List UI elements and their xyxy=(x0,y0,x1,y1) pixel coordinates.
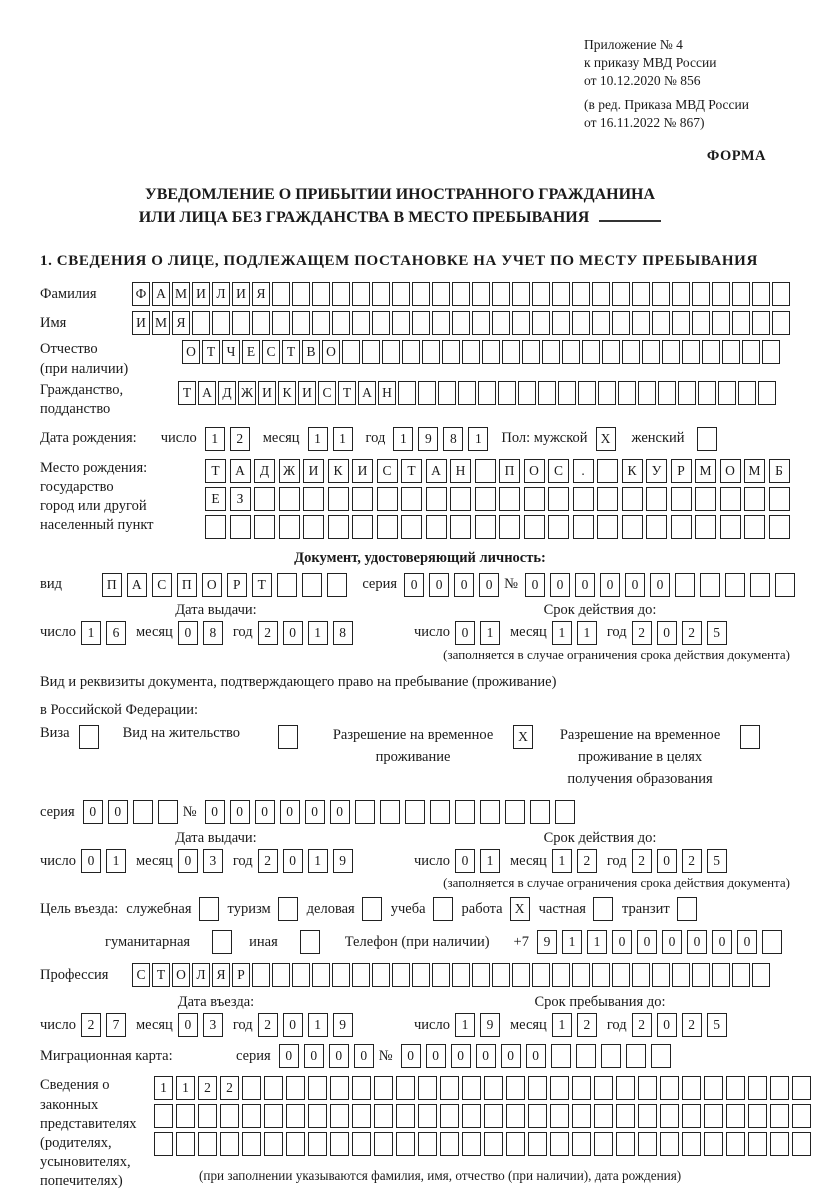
edition-line: (в ред. Приказа МВД России xyxy=(584,96,749,112)
residence-expiry-year[interactable]: 2 0 2 5 xyxy=(632,849,732,873)
identity-issue-month[interactable]: 0 8 xyxy=(178,621,228,645)
purpose-official-label: служебная xyxy=(126,900,192,917)
residence-permit-checkbox[interactable] xyxy=(278,725,298,749)
purpose-tourism-checkbox[interactable] xyxy=(278,897,298,921)
visit-purpose-row-2 xyxy=(105,930,800,954)
representatives-label: попечителях) xyxy=(40,1173,123,1190)
purpose-work-checkbox[interactable]: X xyxy=(510,897,530,921)
birth-place-cells-3[interactable] xyxy=(205,515,793,539)
residence-expiry-day[interactable]: 0 1 xyxy=(455,849,505,873)
edition-line: от 16.11.2022 № 867) xyxy=(584,114,705,130)
day-label: число xyxy=(40,1016,76,1033)
sex-male-checkbox[interactable]: X xyxy=(596,427,616,451)
identity-dates-row xyxy=(40,602,800,645)
sex-female-label: женский xyxy=(631,430,685,447)
residence-issue-day[interactable]: 0 1 xyxy=(81,849,131,873)
purpose-other xyxy=(249,930,320,954)
birth-place-row xyxy=(40,459,800,543)
purpose-transit-checkbox[interactable] xyxy=(677,897,697,921)
patronymic-row xyxy=(40,340,800,378)
purpose-work-label: работа xyxy=(461,900,503,917)
identity-series-cells[interactable]: 0 0 0 0 xyxy=(404,573,504,597)
stay-year[interactable]: 2 0 2 5 xyxy=(632,1013,732,1037)
birth-day-cells[interactable]: 1 2 xyxy=(205,427,255,451)
representatives-cells-3[interactable] xyxy=(154,1132,814,1156)
entry-date-heading: Дата въезда: xyxy=(177,994,255,1011)
day-label: число xyxy=(40,624,76,641)
appendix-line: от 10.12.2020 № 856 xyxy=(584,73,701,89)
year-label: год xyxy=(232,624,253,641)
surname-cells[interactable]: Ф А М И Л И Я xyxy=(132,282,792,306)
purpose-humanitarian xyxy=(105,930,232,954)
given-name-row xyxy=(40,311,800,335)
migration-number-label: № xyxy=(378,1047,393,1064)
birth-year-cells[interactable]: 1 9 8 1 xyxy=(393,427,493,451)
purpose-study xyxy=(391,897,453,921)
residence-number-cells[interactable]: 0 0 0 0 0 0 xyxy=(205,800,580,824)
purpose-work xyxy=(462,897,530,921)
identity-type-row xyxy=(40,573,800,597)
phone-cells[interactable]: 9 1 1 0 0 0 0 0 0 xyxy=(537,930,787,954)
identity-expiry-month[interactable]: 1 1 xyxy=(552,621,602,645)
title-line2: ИЛИ ЛИЦА БЕЗ ГРАЖДАНСТВА В МЕСТО ПРЕБЫВАНИЯ xyxy=(138,209,590,227)
birth-place-cells-2[interactable]: Е З xyxy=(205,487,793,511)
phone-prefix: +7 xyxy=(513,933,529,950)
sex-female-checkbox[interactable] xyxy=(697,427,717,451)
representatives-row xyxy=(40,1076,800,1191)
purpose-study-label: учеба xyxy=(390,900,426,917)
purpose-transit-label: транзит xyxy=(621,900,670,917)
residence-series-cells[interactable]: 0 0 xyxy=(83,800,183,824)
month-label: месяц xyxy=(135,852,173,869)
temp-permit-label: Разрешение на временное проживание xyxy=(332,727,494,765)
day-label: число xyxy=(414,1016,450,1033)
birth-place-label: Место рождения: xyxy=(40,459,148,476)
month-label: месяц xyxy=(135,1016,173,1033)
appendix-header xyxy=(584,36,800,132)
month-label: месяц xyxy=(262,430,300,447)
residence-permit-label: Вид на жительство xyxy=(122,725,241,742)
visa-checkbox[interactable] xyxy=(79,725,99,749)
year-label: год xyxy=(232,852,253,869)
patronymic-cells[interactable]: О Т Ч Е С Т В О xyxy=(182,340,782,364)
day-label: число xyxy=(160,430,197,447)
purpose-other-label: иная xyxy=(249,933,278,950)
residence-series-label: серия xyxy=(40,803,75,820)
stay-month[interactable]: 1 2 xyxy=(552,1013,602,1037)
phone-label: Телефон (при наличии) xyxy=(344,933,490,950)
representatives-label: представителях xyxy=(40,1115,137,1132)
purpose-humanitarian-checkbox[interactable] xyxy=(212,930,232,954)
representatives-label: законных xyxy=(40,1096,99,1113)
month-label: месяц xyxy=(135,624,173,641)
birth-date-label: Дата рождения: xyxy=(40,430,137,447)
purpose-tourism xyxy=(228,897,298,921)
purpose-transit xyxy=(622,897,697,921)
residence-expiry-month[interactable]: 1 2 xyxy=(552,849,602,873)
identity-type-label: вид xyxy=(40,576,62,593)
purpose-business-label: деловая xyxy=(306,900,355,917)
identity-issue-year[interactable]: 2 0 1 8 xyxy=(258,621,358,645)
representatives-cells-2[interactable] xyxy=(154,1104,814,1128)
given-name-cells[interactable]: И М Я xyxy=(132,311,792,335)
purpose-business-checkbox[interactable] xyxy=(362,897,382,921)
identity-expiry-day[interactable]: 0 1 xyxy=(455,621,505,645)
profession-cells[interactable]: С Т О Л Я Р xyxy=(132,963,772,987)
identity-expiry-note: (заполняется в случае ограничения срока действия документа) xyxy=(443,646,790,662)
residence-number-label: № xyxy=(182,803,197,820)
purpose-private xyxy=(539,897,613,921)
birth-place-label: населенный пункт xyxy=(40,517,154,534)
residence-option-visa xyxy=(40,725,99,749)
representatives-label: усыновителях, xyxy=(40,1153,131,1170)
appendix-line: к приказу МВД России xyxy=(584,55,717,71)
representatives-label: (родителях, xyxy=(40,1134,112,1151)
migration-card-row xyxy=(40,1044,800,1068)
identity-number-cells[interactable]: 0 0 0 0 0 0 xyxy=(525,573,800,597)
residence-dates-row xyxy=(40,830,800,873)
citizenship-cells[interactable]: Т А Д Ж И К И С Т А Н xyxy=(178,381,778,405)
birth-place-label: город или другой xyxy=(40,498,147,515)
entry-day[interactable]: 2 7 xyxy=(81,1013,131,1037)
day-label: число xyxy=(414,624,450,641)
birth-place-cells-1[interactable]: Т А Д Ж И К И С Т А Н П О С . К У Р М О М Б xyxy=(205,459,793,483)
residence-issue-month[interactable]: 0 3 xyxy=(178,849,228,873)
temp-permit-checkbox[interactable]: X xyxy=(513,725,533,749)
residence-expiry-heading: Срок действия до: xyxy=(543,830,657,847)
entry-month[interactable]: 0 3 xyxy=(178,1013,228,1037)
entry-year[interactable]: 2 0 1 9 xyxy=(258,1013,358,1037)
year-label: год xyxy=(232,1016,253,1033)
stay-day[interactable]: 1 9 xyxy=(455,1013,505,1037)
residence-intro-2: в Российской Федерации: xyxy=(40,702,199,719)
citizenship-label2: подданство xyxy=(40,400,111,417)
identity-number-label: № xyxy=(504,576,518,593)
purpose-humanitarian-label: гуманитарная xyxy=(105,933,191,950)
purpose-business xyxy=(307,897,382,921)
patronymic-note: (при наличии) xyxy=(40,360,129,377)
title-line1: УВЕДОМЛЕНИЕ О ПРИБЫТИИ ИНОСТРАННОГО ГРАЖДАНИНА xyxy=(144,186,656,204)
year-label: год xyxy=(365,430,386,447)
migration-series-cells[interactable]: 0 0 0 0 xyxy=(279,1044,379,1068)
residence-option-residence-permit xyxy=(123,725,298,749)
birth-place-label: государство xyxy=(40,479,114,496)
entry-dates-row xyxy=(40,994,800,1037)
education-permit-label: Разрешение на временное проживание в целях получения образования xyxy=(559,727,721,787)
birth-month-cells[interactable]: 1 1 xyxy=(308,427,358,451)
purpose-private-label: частная xyxy=(538,900,586,917)
residence-options-row xyxy=(40,725,800,790)
residence-issue-heading: Дата выдачи: xyxy=(175,830,257,847)
purpose-official-checkbox[interactable] xyxy=(199,897,219,921)
identity-expiry-year[interactable]: 2 0 2 5 xyxy=(632,621,732,645)
residence-issue-year[interactable]: 2 0 1 9 xyxy=(258,849,358,873)
birth-date-row xyxy=(40,427,800,451)
identity-expiry-heading: Срок действия до: xyxy=(543,601,657,618)
surname-row xyxy=(40,282,800,306)
visit-purpose-label: Цель въезда: xyxy=(40,900,119,917)
representatives-note: (при заполнении указываются фамилия, имя, отчество (при наличии), дата рождения) xyxy=(199,1168,682,1184)
migration-card-label: Миграционная карта: xyxy=(40,1047,173,1064)
identity-issue-heading: Дата выдачи: xyxy=(175,601,257,618)
education-permit-checkbox[interactable] xyxy=(740,725,760,749)
year-label: год xyxy=(606,624,627,641)
representatives-label: Сведения о xyxy=(40,1077,110,1094)
migration-number-cells[interactable]: 0 0 0 0 0 0 xyxy=(401,1044,676,1068)
citizenship-label1: Гражданство, xyxy=(40,381,124,398)
section1-heading: 1. СВЕДЕНИЯ О ЛИЦЕ, ПОДЛЕЖАЩЕМ ПОСТАНОВКЕ НА УЧЕТ ПО МЕСТУ ПРЕБЫВАНИЯ xyxy=(40,253,758,270)
year-label: год xyxy=(606,852,627,869)
residence-option-temp-permit xyxy=(322,725,533,769)
residence-intro-1: Вид и реквизиты документа, подтверждающего право на пребывание (проживание) xyxy=(40,673,557,690)
purpose-study-checkbox[interactable] xyxy=(433,897,453,921)
identity-type-cells[interactable]: П А С П О Р Т xyxy=(102,573,352,597)
purpose-other-checkbox[interactable] xyxy=(300,930,320,954)
identity-doc-heading: Документ, удостоверяющий личность: xyxy=(294,549,546,566)
identity-issue-day[interactable]: 1 6 xyxy=(81,621,131,645)
day-label: число xyxy=(40,852,76,869)
representatives-cells-1[interactable]: 1 1 2 2 xyxy=(154,1076,814,1100)
given-name-label: Имя xyxy=(40,314,67,331)
purpose-private-checkbox[interactable] xyxy=(593,897,613,921)
residence-series-row xyxy=(40,800,800,824)
identity-series-label: серия xyxy=(362,576,398,593)
visa-label: Виза xyxy=(40,725,70,742)
residence-expiry-note: (заполняется в случае ограничения срока действия документа) xyxy=(443,875,790,891)
migration-series-label: серия xyxy=(236,1047,271,1064)
residence-option-education-permit xyxy=(549,725,760,790)
citizenship-row xyxy=(40,381,800,419)
form-label: ФОРМА xyxy=(706,148,766,165)
surname-label: Фамилия xyxy=(40,285,97,302)
purpose-official xyxy=(126,897,218,921)
page-title xyxy=(0,183,800,229)
purpose-tourism-label: туризм xyxy=(227,900,271,917)
sex-male-label: Пол: мужской xyxy=(501,430,588,447)
month-label: месяц xyxy=(509,852,547,869)
visit-purpose-row xyxy=(40,897,800,921)
year-label: год xyxy=(606,1016,627,1033)
month-label: месяц xyxy=(509,624,547,641)
month-label: месяц xyxy=(509,1016,547,1033)
profession-row xyxy=(40,963,800,987)
stay-until-heading: Срок пребывания до: xyxy=(534,994,666,1011)
day-label: число xyxy=(414,852,450,869)
title-blank-line xyxy=(599,209,661,222)
patronymic-label: Отчество xyxy=(40,341,98,358)
profession-label: Профессия xyxy=(40,966,109,983)
appendix-line: Приложение № 4 xyxy=(584,37,683,52)
